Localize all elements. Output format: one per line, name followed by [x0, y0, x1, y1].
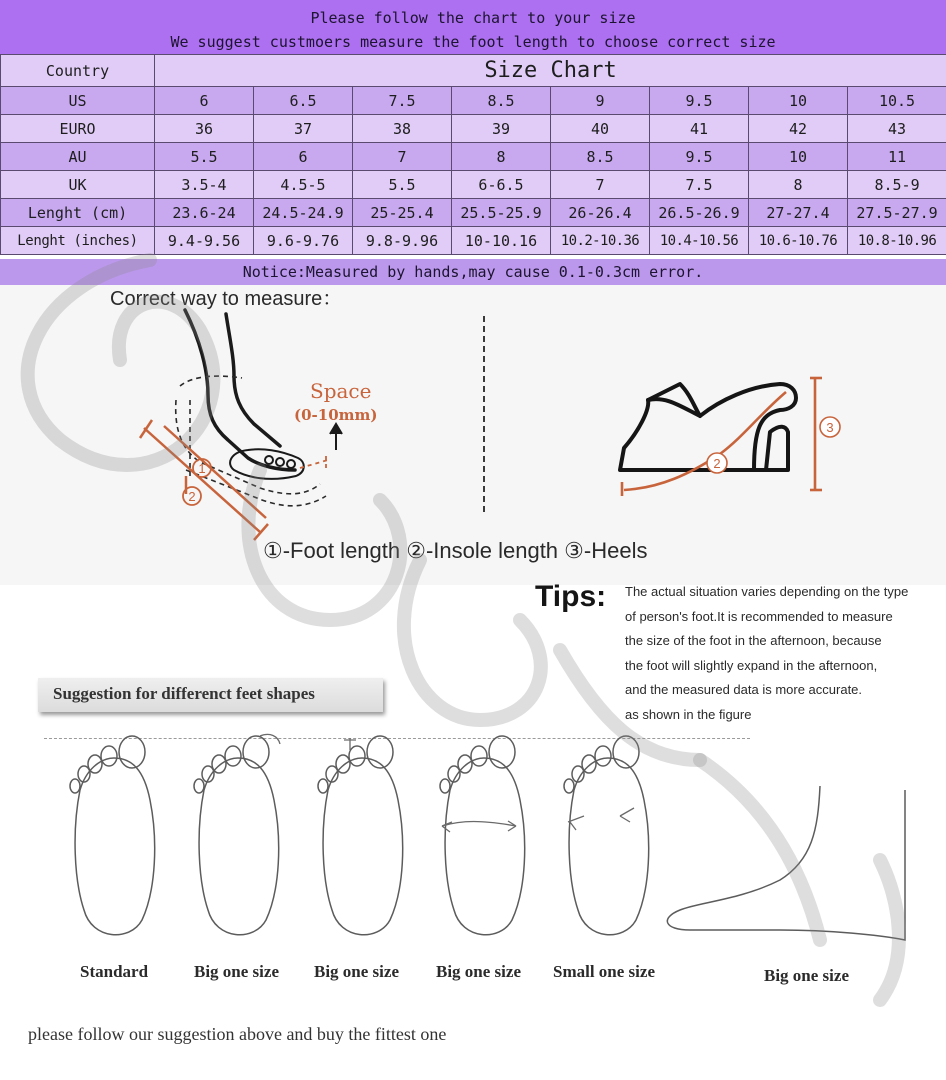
tips-title: Tips: — [535, 580, 607, 613]
table-cell: 9.5 — [650, 143, 749, 171]
table-row — [1, 227, 946, 255]
row-label: EURO — [1, 115, 155, 143]
marker-1-label: 1 — [198, 461, 206, 476]
table-cell: 10-10.16 — [452, 227, 551, 255]
table-cell: 8.5 — [452, 87, 551, 115]
table-cell: 9.8-9.96 — [353, 227, 452, 255]
foot-label: Big one size — [314, 962, 399, 981]
table-cell: 10.4-10.56 — [650, 227, 749, 255]
foot-label: Standard — [80, 962, 149, 981]
measure-title: Correct way to measure： — [110, 288, 343, 310]
table-row — [1, 143, 946, 171]
header-banner — [0, 0, 946, 55]
foot-big-2 — [318, 736, 403, 935]
table-row — [1, 171, 946, 199]
suggestion-title: Suggestion for differenct feet shapes — [53, 684, 315, 703]
table-cell: 37 — [254, 115, 353, 143]
foot-big-3 — [440, 736, 525, 935]
table-cell: 7.5 — [650, 171, 749, 199]
tips-line: the foot will slightly expand in the afternoon, — [625, 657, 878, 673]
feet-shapes-illustration — [0, 730, 946, 960]
table-cell: 10.8-10.96 — [848, 227, 946, 255]
table-cell: 26.5-26.9 — [650, 199, 749, 227]
table-cell: 6 — [254, 143, 353, 171]
foot-standard — [70, 736, 155, 935]
footer-note: please follow our suggestion above and buy the fittest one — [28, 1024, 447, 1044]
table-cell: 9.4-9.56 — [155, 227, 254, 255]
space-range: (0-10mm) — [294, 406, 378, 424]
space-label: Space — [310, 379, 372, 403]
suggestion-banner — [38, 678, 383, 712]
tips-text — [625, 580, 945, 727]
foot-label: Big one size — [194, 962, 279, 981]
table-header-row — [1, 55, 946, 87]
table-cell: 6-6.5 — [452, 171, 551, 199]
table-cell: 24.5-24.9 — [254, 199, 353, 227]
header-line-1: Please follow the chart to your size — [310, 9, 636, 27]
table-cell: 10.2-10.36 — [551, 227, 650, 255]
tips-line: The actual situation varies depending on the type — [625, 584, 909, 599]
table-cell: 10.5 — [848, 87, 946, 115]
table-cell: 7 — [551, 171, 650, 199]
table-cell: 7 — [353, 143, 452, 171]
table-cell: 8.5-9 — [848, 171, 946, 199]
table-cell: 4.5-5 — [254, 171, 353, 199]
measure-legend: ①-Foot length ②-Insole length ③-Heels — [263, 538, 648, 563]
table-cell: 40 — [551, 115, 650, 143]
table-cell: 26-26.4 — [551, 199, 650, 227]
tips-line: and the measured data is more accurate. — [625, 682, 863, 697]
side-foot-outline — [667, 786, 905, 940]
table-cell: 5.5 — [353, 171, 452, 199]
table-cell: 23.6-24 — [155, 199, 254, 227]
section-divider — [483, 316, 485, 512]
table-row — [1, 199, 946, 227]
foot-label: Small one size — [553, 962, 655, 981]
table-cell: 39 — [452, 115, 551, 143]
marker-2-label: 2 — [188, 489, 196, 504]
table-cell: 43 — [848, 115, 946, 143]
foot-big-1 — [194, 736, 279, 935]
measurement-notice: Notice:Measured by hands,may cause 0.1-0.3cm error. — [0, 259, 946, 285]
size-chart-title: Size Chart — [155, 55, 946, 87]
row-label: Lenght (cm) — [1, 199, 155, 227]
row-label: Lenght (inches) — [1, 227, 155, 255]
tips-line: as shown in the figure — [625, 706, 752, 722]
table-cell: 25-25.4 — [353, 199, 452, 227]
size-chart-table — [0, 54, 946, 255]
row-label: US — [1, 87, 155, 115]
foot-small — [564, 736, 649, 935]
table-cell: 6 — [155, 87, 254, 115]
table-cell: 9 — [551, 87, 650, 115]
table-row — [1, 115, 946, 143]
foot-label: Big one size — [764, 966, 849, 985]
table-cell: 8.5 — [551, 143, 650, 171]
table-cell: 36 — [155, 115, 254, 143]
table-cell: 9.6-9.76 — [254, 227, 353, 255]
table-row — [1, 87, 946, 115]
table-cell: 41 — [650, 115, 749, 143]
tips-line: of person's foot.It is recommended to measure — [625, 608, 893, 624]
row-label: UK — [1, 171, 155, 199]
table-cell: 7.5 — [353, 87, 452, 115]
table-cell: 6.5 — [254, 87, 353, 115]
country-header: Country — [1, 55, 155, 87]
row-label: AU — [1, 143, 155, 171]
table-cell: 10 — [749, 143, 848, 171]
table-cell: 3.5-4 — [155, 171, 254, 199]
table-cell: 38 — [353, 115, 452, 143]
table-cell: 5.5 — [155, 143, 254, 171]
table-cell: 10.6-10.76 — [749, 227, 848, 255]
tips-line: the size of the foot in the afternoon, because — [625, 633, 882, 648]
arrow-up-icon — [330, 424, 342, 450]
table-cell: 27-27.4 — [749, 199, 848, 227]
shoe-illustration — [610, 370, 850, 510]
table-cell: 27.5-27.9 — [848, 199, 946, 227]
header-line-2: We suggest custmoers measure the foot length to choose correct size — [170, 33, 776, 51]
table-cell: 42 — [749, 115, 848, 143]
marker-3-label: 3 — [826, 420, 834, 435]
table-cell: 8 — [452, 143, 551, 171]
table-cell: 8 — [749, 171, 848, 199]
table-cell: 9.5 — [650, 87, 749, 115]
table-cell: 25.5-25.9 — [452, 199, 551, 227]
table-cell: 11 — [848, 143, 946, 171]
foot-label: Big one size — [436, 962, 521, 981]
marker-2-label: 2 — [713, 456, 721, 471]
foot-measure-illustration — [130, 300, 400, 540]
table-cell: 10 — [749, 87, 848, 115]
